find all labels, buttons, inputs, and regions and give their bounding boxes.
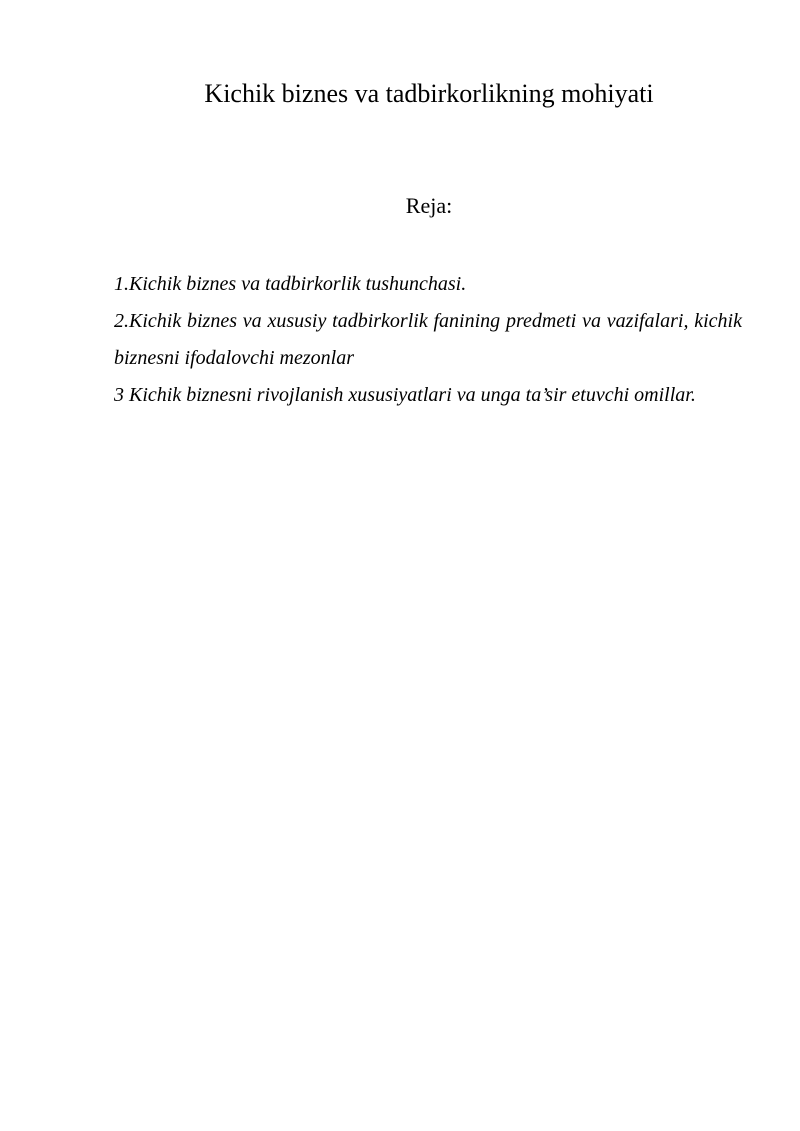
plan-item-2: 2.Kichik biznes va xususiy tadbirkorlik fanining predmeti va vazifalari, kichik biznesni ifodalovchi mezonlar — [114, 310, 742, 369]
plan-item-1: 1.Kichik biznes va tadbirkorlik tushunchasi. — [114, 273, 467, 295]
plan-heading: Reja: — [405, 193, 453, 218]
document-title: Kichik biznes va tadbirkorlikning mohiyati — [204, 79, 654, 108]
plan-list — [114, 266, 742, 414]
plan-item-3: 3 Kichik biznesni rivojlanish xususiyatlari va unga ta’sir etuvchi omillar. — [114, 384, 696, 406]
